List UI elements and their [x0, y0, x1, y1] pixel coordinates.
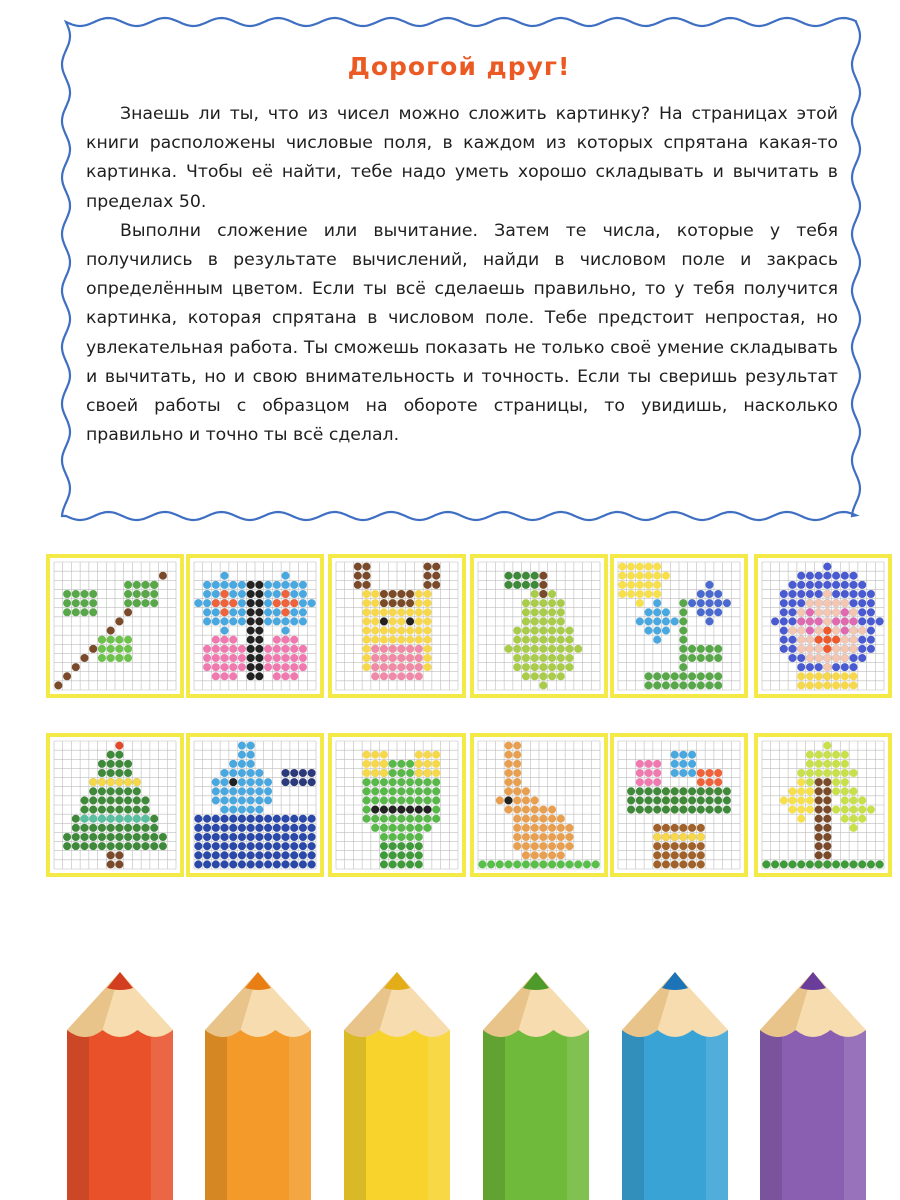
fir-tree-picture	[48, 735, 182, 875]
tree-picture	[756, 735, 890, 875]
flower-and-sun-picture	[612, 556, 746, 696]
pencil-violet	[760, 972, 866, 1200]
pencil-orange	[205, 972, 311, 1200]
pencil-green	[483, 972, 589, 1200]
giraffe-picture	[330, 556, 464, 696]
rabbit-picture	[472, 735, 606, 875]
clown-picture	[756, 556, 890, 696]
frog-picture	[330, 735, 464, 875]
pear-picture	[472, 556, 606, 696]
page-title: Дорогой друг!	[347, 52, 571, 81]
branch-with-leaves-picture	[48, 556, 182, 696]
pencil-yellow	[344, 972, 450, 1200]
paragraph-1: Знаешь ли ты, что из чисел можно сложить картинку? На страницах этой книги расположены числовые поля, в каждом из которых спрятана какая-то картинка. Чтобы её найти, тебе надо уметь хорошо складывать и вычитать в пределах 50.	[86, 104, 838, 212]
paragraph-2: Выполни сложение или вычитание. Затем те числа, которые у тебя получились в результате вычислений, найди в числовом поле и закрась определённым цветом. Если ты всё сделаешь правильно, то у тебя получится картинка, которая спрятана в числовом поле. Тебе предстоит непростая, но увлекательная работа. Ты сможешь показать не только своё умение складывать и вычитать, но и свою внимательность и точность. Если ты сверишь результат своей работы с образцом на обороте страницы, то увидишь, насколько правильно и точно ты всё сделал.	[86, 220, 838, 446]
flower-pot-picture	[612, 735, 746, 875]
pencil-blue	[622, 972, 728, 1200]
pencil-red	[67, 972, 173, 1200]
butterfly-picture	[188, 556, 322, 696]
pencil-row	[0, 950, 900, 1200]
whale-picture	[188, 735, 322, 875]
